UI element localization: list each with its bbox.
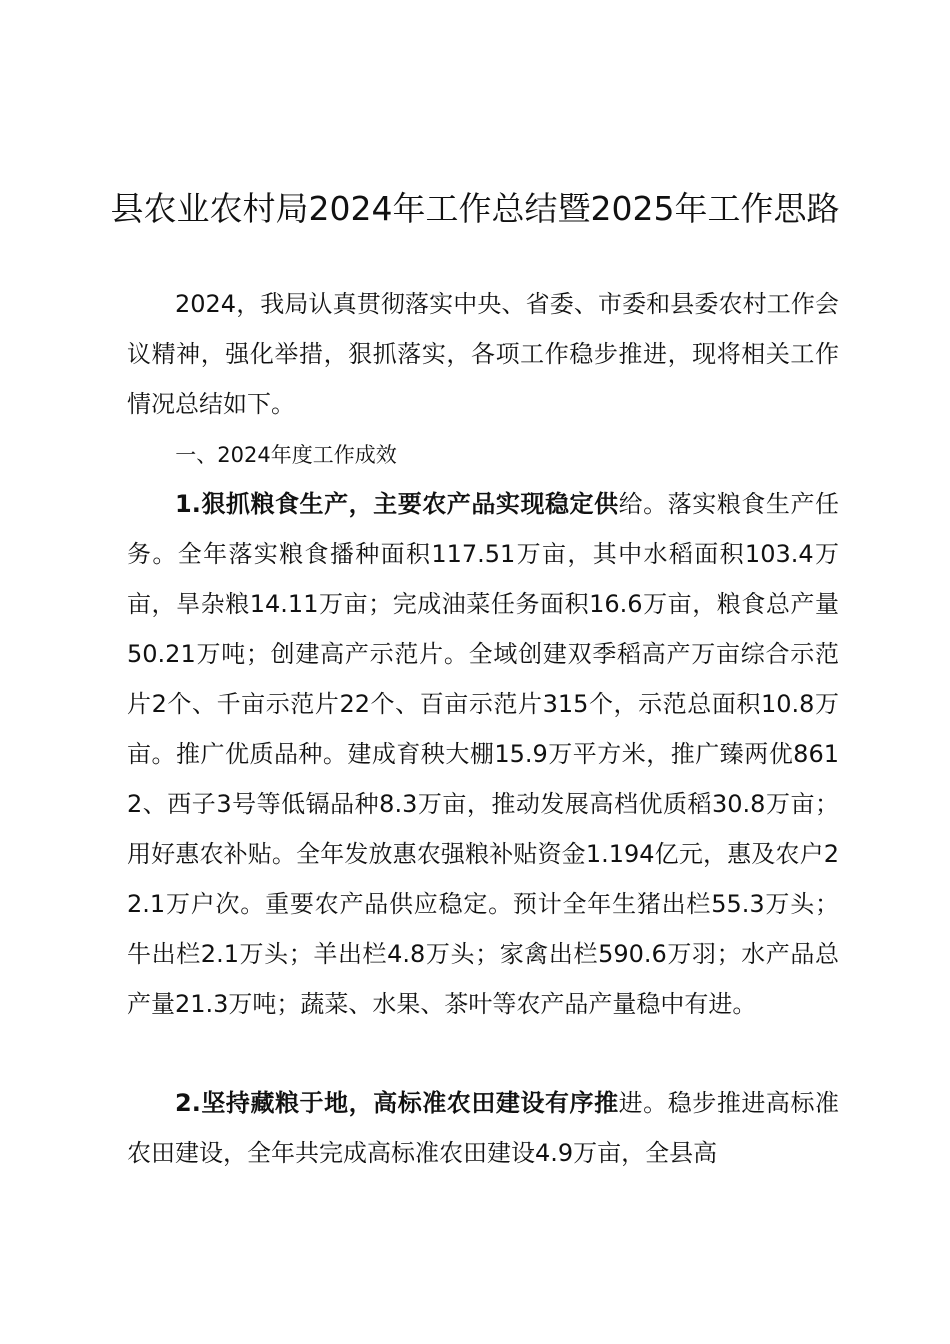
- intro-paragraph: 2024，我局认真贯彻落实中央、省委、市委和县委农村工作会议精神，强化举措，狠抓落实，各项工作稳步推进，现将相关工作情况总结如下。: [127, 290, 839, 418]
- item-1-text: 给。落实粮食生产任务。全年落实粮食播种面积117.51万亩，其中水稻面积103.4万亩，旱杂粮14.11万亩；完成油菜任务面积16.6万亩，粮食总产量50.21万吨；创建高产示范片。全域创建双季稻高产万亩综合示范片2个、千亩示范片22个、百亩示范片315个，示范总面积10.8万亩。推广优质品种。建成育秧大棚15.9万平方米，推广臻两优8612、西子3号等低镉品种8.3万亩，推动发展高档优质稻30.8万亩；用好惠农补贴。全年发放惠农强粮补贴资金1.194亿元，惠及农户22.1万户次。重要农产品供应稳定。预计全年生猪出栏55.3万头；牛出栏2.1万头；羊出栏4.8万头；家禽出栏590.6万羽；水产品总产量21.3万吨；蔬菜、水果、茶叶等农产品产量稳中有进。: [127, 490, 840, 1018]
- item-2-paragraph: [127, 1078, 839, 1178]
- item-2-lead: 2.坚持藏粮于地，高标准农田建设有序推: [175, 1089, 619, 1117]
- section-heading: 一、2024年度工作成效: [175, 443, 397, 467]
- item-1-paragraph: [127, 479, 839, 1029]
- item-1-lead: 1.狠抓粮食生产，主要农产品实现稳定供: [175, 490, 619, 518]
- item-2-text: 进。稳步推进高标准农田建设，全年共完成高标准农田建设4.9万亩，全县高: [127, 1089, 840, 1167]
- document-title: 县农业农村局2024年工作总结暨2025年工作思路: [110, 189, 840, 228]
